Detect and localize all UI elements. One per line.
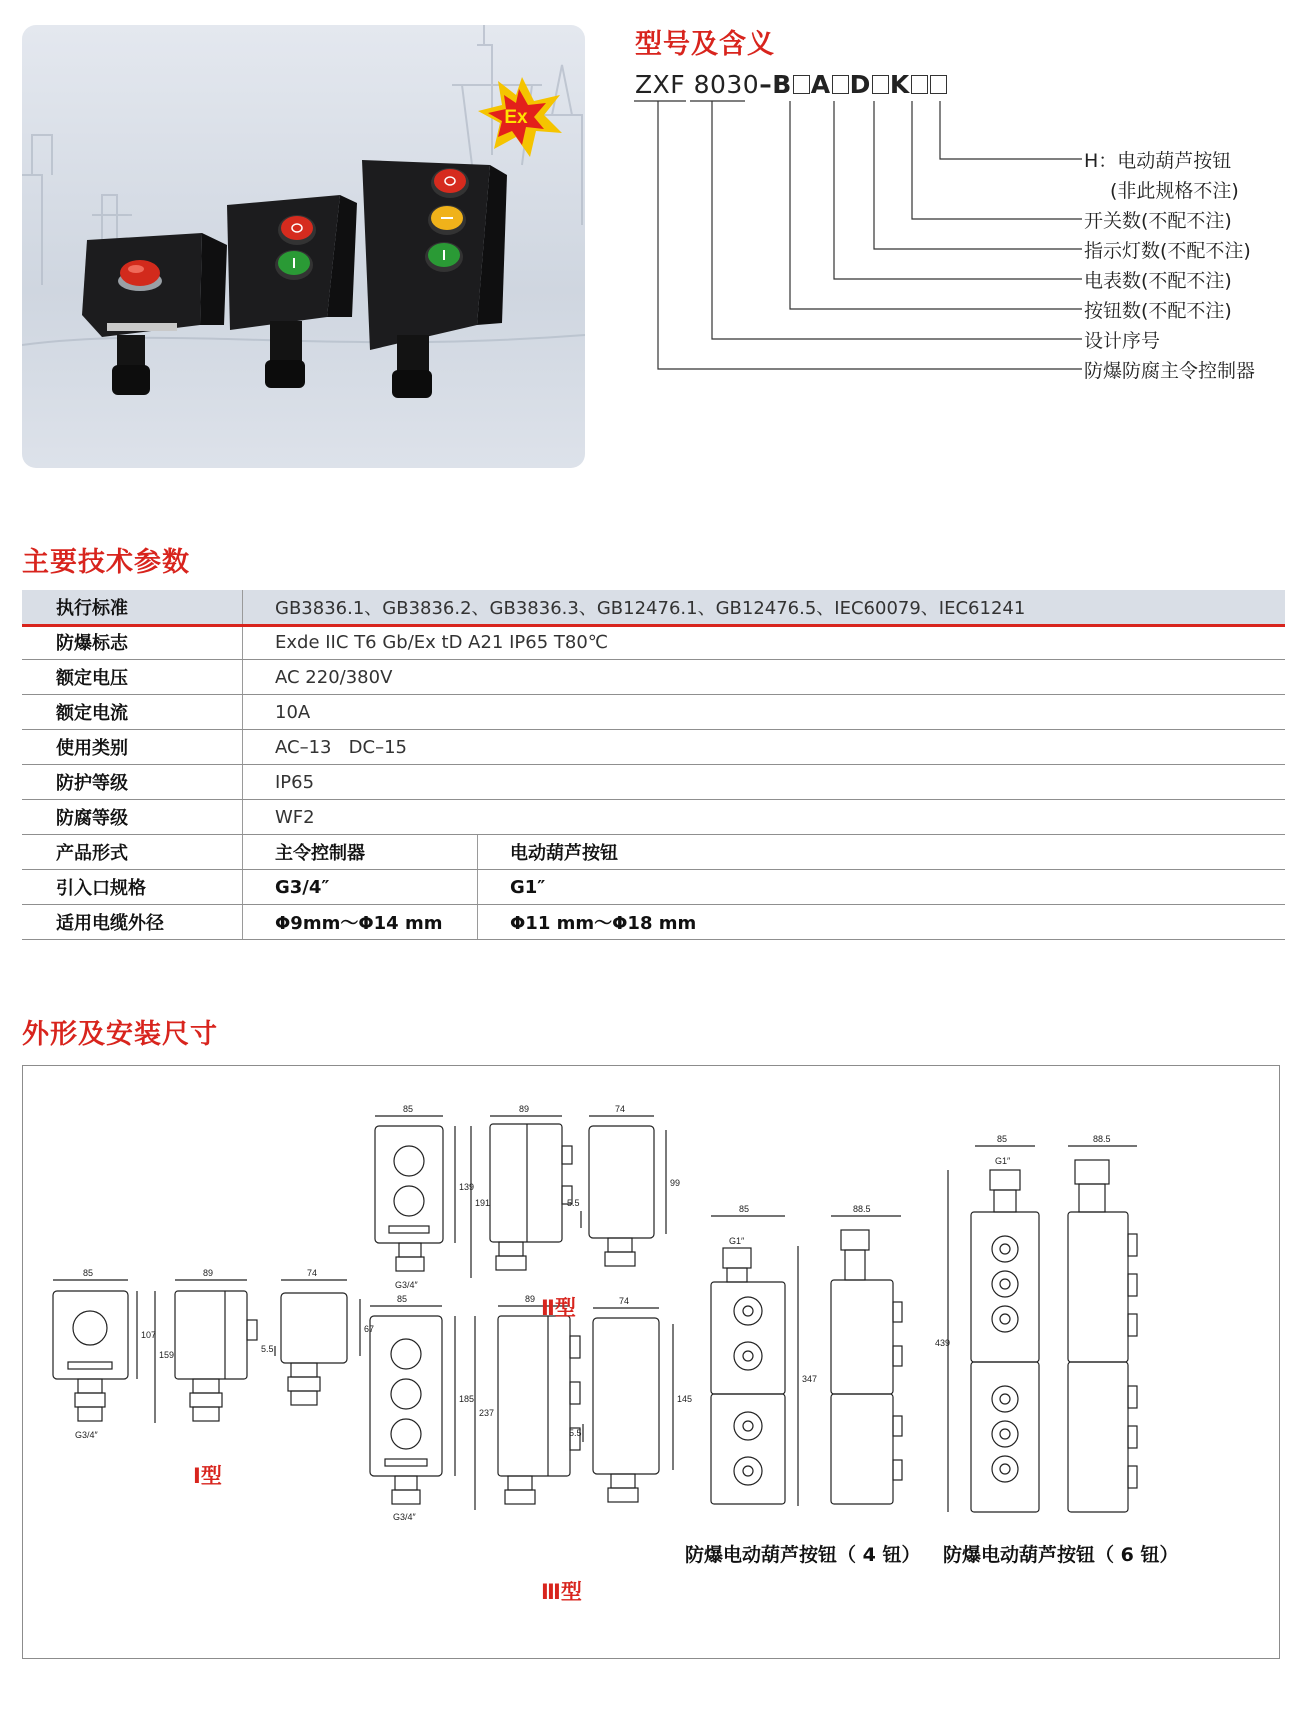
model-prefix: ZXF (635, 70, 686, 99)
table-row (22, 695, 1285, 730)
spec-label: 产品形式 (22, 835, 243, 870)
table-row (22, 870, 1285, 905)
legend-indicator: 指示灯数(不配不注) (1084, 240, 1251, 262)
legend-h-note: (非此规格不注) (1110, 180, 1239, 202)
dim-text: 159 (159, 1350, 175, 1360)
spec-label: 引入口规格 (22, 870, 243, 905)
spec-value-hoist: 电动葫芦按钮 (478, 835, 1286, 870)
dim-text: 85 (403, 1104, 414, 1114)
model-series: 8030 (693, 70, 760, 99)
dim-text: 139 (459, 1182, 475, 1192)
legend-product: 防爆防腐主令控制器 (1084, 360, 1256, 382)
model-letter-b: B (772, 70, 792, 99)
type3-front-view (370, 1306, 475, 1510)
dim-text: 439 (935, 1338, 951, 1348)
spec-label: 适用电缆外径 (22, 905, 243, 940)
product-photo (22, 25, 585, 468)
spec-label: 防护等级 (22, 765, 243, 800)
model-slot-box (793, 75, 810, 94)
type3-side-view (498, 1306, 580, 1504)
hoist-6-side-view (1068, 1146, 1137, 1512)
dim-text: 85 (997, 1134, 1008, 1144)
control-box-triple-icon (362, 160, 507, 398)
dim-text: G1″ (995, 1156, 1011, 1166)
spec-value-controller: G3/4″ (243, 870, 478, 905)
type2-side-view (490, 1116, 572, 1270)
spec-value: IP65 (243, 765, 1286, 800)
dim-text: G1″ (729, 1236, 745, 1246)
dim-text: 185 (459, 1394, 475, 1404)
dim-text: 191 (475, 1198, 491, 1208)
type1-side-view (175, 1280, 257, 1421)
control-box-single-icon (82, 233, 227, 395)
legend-h: H：电动葫芦按钮 (1084, 150, 1232, 172)
dim-text: 85 (739, 1204, 750, 1214)
dim-text: 88.5 (853, 1204, 871, 1214)
svg-text:Ex: Ex (504, 107, 528, 128)
table-row (22, 765, 1285, 800)
hoist-6-front-view (948, 1146, 1039, 1512)
dim-text: 5.5 (567, 1198, 580, 1208)
type1-front-view (53, 1280, 155, 1423)
spec-value-hoist: Φ11 mm～Φ18 mm (478, 905, 1286, 940)
legend-switch: 开关数(不配不注) (1084, 210, 1232, 232)
dim-text: 107 (141, 1330, 157, 1340)
model-heading: 型号及含义 (635, 29, 775, 60)
dim-text: 67 (364, 1324, 375, 1334)
model-letter-a: A (810, 70, 831, 99)
hoist-4-front-view (711, 1216, 798, 1506)
spec-value: WF2 (243, 800, 1286, 835)
type2-label: Ⅱ型 (541, 1296, 576, 1320)
spec-value-controller: 主令控制器 (243, 835, 478, 870)
spec-value-hoist: G1″ (478, 870, 1286, 905)
dim-text: 74 (619, 1296, 630, 1306)
control-box-double-icon (227, 195, 357, 388)
legend-serial: 设计序号 (1084, 330, 1161, 352)
dim-text: 74 (615, 1104, 626, 1114)
spec-label: 使用类别 (22, 730, 243, 765)
table-row (22, 625, 1285, 660)
dim-text: 89 (519, 1104, 530, 1114)
dim-text: 5.5 (569, 1428, 582, 1438)
table-row (22, 660, 1285, 695)
spec-value: Exde IIC T6 Gb/Ex tD A21 IP65 T80℃ (243, 625, 1286, 660)
model-slot-box (930, 75, 947, 94)
product-photo-art (22, 25, 585, 468)
spec-value: AC–13 DC–15 (243, 730, 1286, 765)
model-letter-k: K (889, 70, 910, 99)
dim-text: 237 (479, 1408, 495, 1418)
table-row (22, 905, 1285, 940)
model-dash: – (759, 70, 773, 99)
model-slot-box (911, 75, 928, 94)
dimension-drawings (23, 1066, 1279, 1658)
table-header-rule (22, 624, 1285, 627)
dim-text: 99 (670, 1178, 681, 1188)
spec-label: 额定电流 (22, 695, 243, 730)
table-row (22, 800, 1285, 835)
spec-label: 额定电压 (22, 660, 243, 695)
table-row (22, 835, 1285, 870)
dim-text: 5.5 (261, 1344, 274, 1354)
spec-heading: 主要技术参数 (22, 547, 190, 578)
dim-text: 74 (307, 1268, 318, 1278)
model-letter-d: D (849, 70, 871, 99)
type1-label: Ⅰ型 (193, 1464, 222, 1488)
dim-text: 89 (203, 1268, 214, 1278)
spec-label: 执行标准 (22, 590, 243, 625)
dim-text: 88.5 (1093, 1134, 1111, 1144)
type3-top-view (583, 1308, 673, 1502)
type2-front-view (375, 1116, 471, 1278)
spec-label: 防腐等级 (22, 800, 243, 835)
table-row (22, 730, 1285, 765)
dim-text: G3/4″ (75, 1430, 98, 1440)
legend-meter: 电表数(不配不注) (1084, 270, 1232, 292)
spec-label: 防爆标志 (22, 625, 243, 660)
hoist-4-side-view (831, 1216, 902, 1504)
type3-label: Ⅲ型 (541, 1580, 582, 1604)
type2-top-view (581, 1116, 666, 1266)
dim-text: 89 (525, 1294, 536, 1304)
model-slot-box (832, 75, 849, 94)
legend-button: 按钮数(不配不注) (1084, 300, 1232, 322)
dim-text: G3/4″ (395, 1280, 418, 1290)
dim-text: 347 (802, 1374, 818, 1384)
hoist-4-caption: 防爆电动葫芦按钮（ 4 钮） (685, 1544, 921, 1566)
spec-value-controller: Φ9mm～Φ14 mm (243, 905, 478, 940)
dim-text: 85 (83, 1268, 94, 1278)
spec-value: GB3836.1、GB3836.2、GB3836.3、GB12476.1、GB12476.5、IEC60079、IEC61241 (243, 590, 1286, 625)
dim-text: 145 (677, 1394, 693, 1404)
table-row (22, 590, 1285, 625)
spec-value: AC 220/380V (243, 660, 1286, 695)
dim-text: 85 (397, 1294, 408, 1304)
model-legend-lines (620, 95, 1090, 385)
spec-value: 10A (243, 695, 1286, 730)
ex-badge-icon (478, 77, 562, 157)
type1-top-view (275, 1280, 360, 1405)
hoist-6-caption: 防爆电动葫芦按钮（ 6 钮） (943, 1544, 1179, 1566)
drawings-heading: 外形及安装尺寸 (22, 1019, 218, 1050)
drawings-panel (22, 1065, 1280, 1659)
spec-table (22, 590, 1285, 940)
dim-text: G3/4″ (393, 1512, 416, 1522)
model-slot-box (872, 75, 889, 94)
